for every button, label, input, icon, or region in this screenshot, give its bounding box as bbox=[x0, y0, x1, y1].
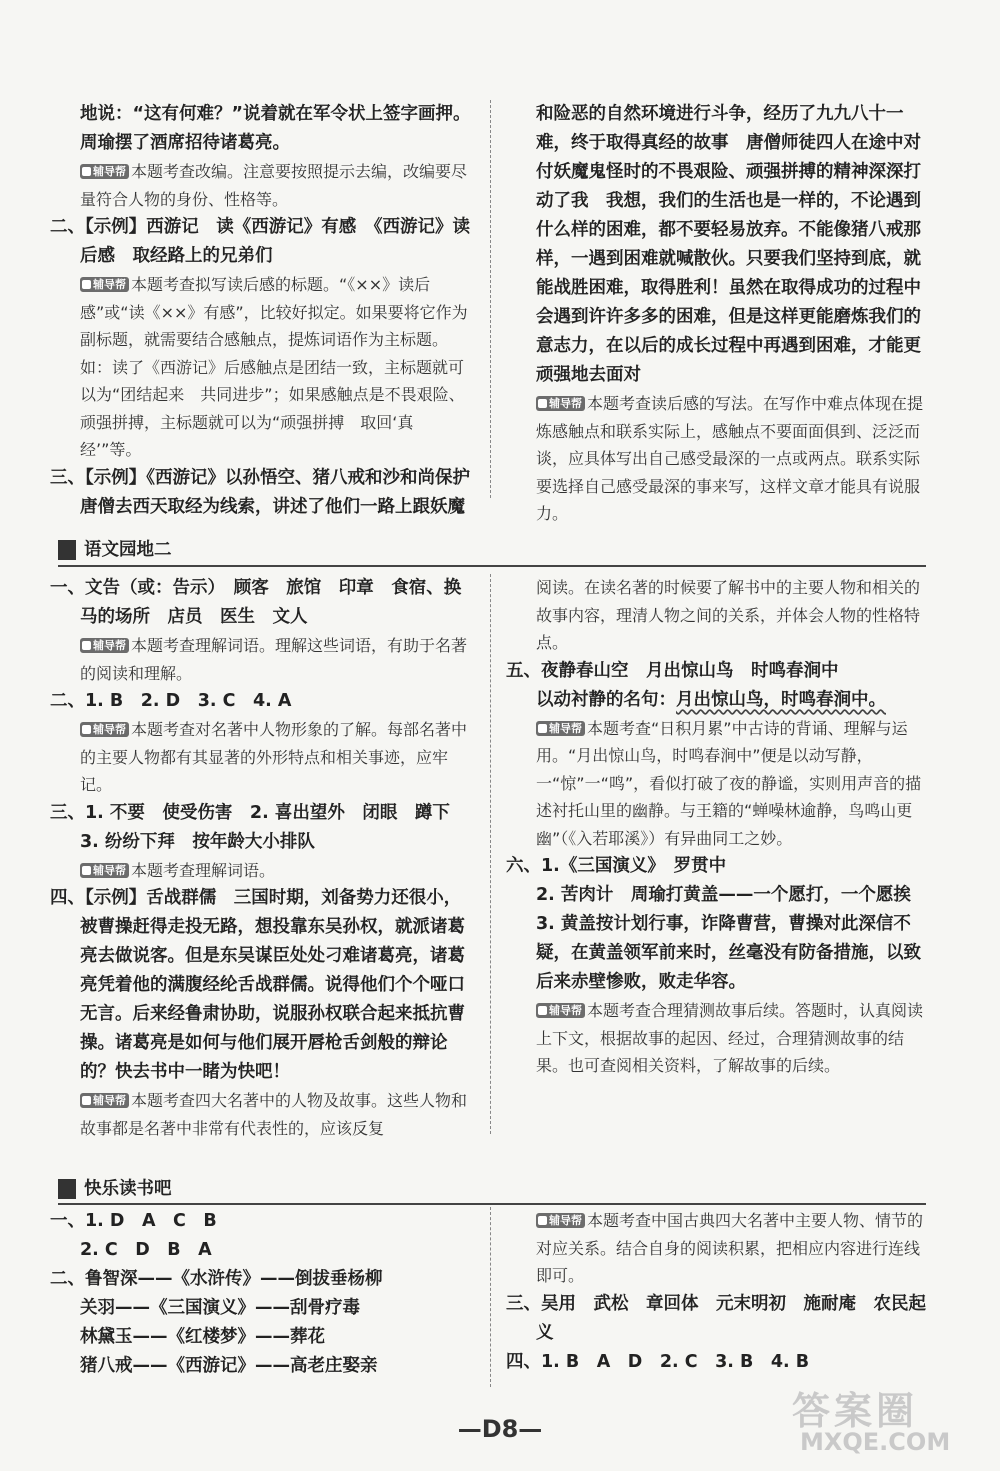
s3-column-divider bbox=[490, 1207, 491, 1387]
s1-tip-2: 辅导帮 本题考查拟写读后感的标题。“《××》读后感”或“读《××》有感”，比较好拟定。如果要将它作为副标题，就需要结合感触点，提炼词语作为主标题。如：读了《西游记》后感触点是团结一致，主标题就可以为“团结起来 共同进步”；如果感触点是不畏艰险、顽强拼搏，主标题就可以为“顽强拼搏 取回‘真经’”等。 bbox=[80, 275, 468, 459]
s3-question-3: 三、吴用 武松 章回体 元末明初 施耐庵 农民起义 bbox=[506, 1293, 926, 1343]
s2-question-3a: 三、1. 不要 使受伤害 2. 喜出望外 闭眼 蹲下 bbox=[50, 802, 450, 823]
s1-left-column bbox=[50, 100, 474, 522]
helper-icon bbox=[82, 866, 91, 875]
s2-tip-5: 辅导帮 本题考查“日积月累”中古诗的背诵、理解与运用。“月出惊山鸟，时鸣春涧中”便是以动写静，一“惊”一“鸣”，看似打破了夜的静谧，实则用声音的描述衬托山里的幽静。与王籍的“蝉噪林逾静，鸟鸣山更幽”（《入若耶溪》）有异曲同工之妙。 bbox=[536, 718, 922, 848]
section-title: 语文园地二 bbox=[84, 540, 172, 560]
s2-question-5a: 五、夜静春山空 月出惊山鸟 时鸣春涧中 bbox=[506, 660, 839, 681]
watermark-logo: 答案圈 bbox=[792, 1389, 919, 1433]
wavy-underlined-quote: 月出惊山鸟，时鸣春涧中。 bbox=[676, 689, 886, 710]
s1-column-divider bbox=[490, 100, 491, 498]
watermark-url: MXQE.COM bbox=[800, 1428, 951, 1456]
section-header-yuwenyuandi bbox=[58, 538, 358, 564]
s2-tip-1: 辅导帮 本题考查理解词语。理解这些词语，有助于名著的阅读和理解。 bbox=[80, 636, 468, 683]
s3-question-2c: 林黛玉——《红楼梦》——葬花 bbox=[80, 1327, 325, 1347]
s2-tip-3: 辅导帮 本题考查理解词语。 bbox=[50, 857, 474, 885]
s2-question-6b: 2. 苦肉计 周瑜打黄盖——一个愿打，一个愿挨 bbox=[536, 885, 911, 905]
s3-question-1a: 一、1. D A C B bbox=[50, 1211, 217, 1231]
page-number: —D8— bbox=[457, 1415, 543, 1443]
section-title: 快乐读书吧 bbox=[84, 1179, 172, 1199]
s1-question-2: 二、【示例】西游记 读《西游记》有感 《西游记》读后感 取经路上的兄弟们 bbox=[50, 217, 470, 266]
helper-badge: 辅导帮 bbox=[80, 722, 129, 737]
helper-icon bbox=[538, 724, 547, 733]
section-marker bbox=[58, 540, 76, 560]
helper-icon bbox=[82, 725, 91, 734]
s3-right-column bbox=[506, 1207, 930, 1377]
s2-left-column bbox=[50, 574, 474, 1142]
s2-question-6a: 六、1.《三国演义》 罗贯中 bbox=[506, 856, 727, 876]
s1-line-1: 地说：“这有何难？”说着就在军令状上签字画押。 bbox=[80, 104, 471, 124]
s3-question-1b: 2. C D B A bbox=[80, 1240, 212, 1260]
s2-tip-4: 辅导帮 本题考查四大名著中的人物及故事。这些人物和故事都是名著中非常有代表性的，应该反复 bbox=[80, 1091, 468, 1138]
section-rule bbox=[58, 565, 926, 567]
s3-question-2a: 二、鲁智深——《水浒传》——倒拔垂杨柳 bbox=[50, 1269, 383, 1289]
helper-badge: 辅导帮 bbox=[80, 638, 129, 653]
s3-question-4: 四、1. B A D 2. C 3. B 4. B bbox=[506, 1351, 810, 1372]
s2-tip-6: 辅导帮 本题考查合理猜测故事后续。答题时，认真阅读上下文，根据故事的起因、经过，合理猜测故事的结果。也可查阅相关资料，了解故事的后续。 bbox=[536, 1001, 924, 1075]
s1-line-2: 周瑜摆了酒席招待诸葛亮。 bbox=[80, 133, 290, 153]
s2-question-5b: 以动衬静的名句：月出惊山鸟，时鸣春涧中。 bbox=[536, 689, 886, 710]
s1-question-3: 三、【示例】《西游记》以孙悟空、猪八戒和沙和尚保护唐僧去西天取经为线索，讲述了他们一路上跟妖魔 bbox=[50, 467, 470, 517]
helper-badge: 辅导帮 bbox=[80, 1093, 129, 1108]
s1-tip-3: 辅导帮 本题考查读后感的写法。在写作中难点体现在提炼感触点和联系实际上，感触点不要面面俱到、泛泛而谈，应具体写出自己感受最深的一点或两点。联系实际要选择自己感受最深的事来写，这样文章才能具有说服力。 bbox=[536, 394, 924, 523]
s2-right-column bbox=[506, 574, 930, 1080]
s1-answer-continued: 和险恶的自然环境进行斗争，经历了九九八十一难，终于取得真经的故事 唐僧师徒四人在途中对付妖魔鬼怪时的不畏艰险、顽强拼搏的精神深深打动了我 我想，我们的生活也是一样的，不论遇到什么样的困难，都不要轻易放弃。不能像猪八戒那样，一遇到困难就喊散伙。只要我们坚持到底，就能战胜困难，取得胜利！虽然在取得成功的过程中会遇到许许多多的困难，但是这样更能磨炼我们的意志力，在以后的成长过程中再遇到困难，才能更顽强地去面对 bbox=[536, 104, 921, 385]
helper-badge: 辅导帮 bbox=[80, 863, 129, 878]
helper-icon bbox=[82, 641, 91, 650]
helper-badge: 辅导帮 bbox=[80, 277, 129, 292]
s1-tip-1: 辅导帮 本题考查改编。注意要按照提示去编，改编要尽量符合人物的身份、性格等。 bbox=[80, 162, 468, 209]
helper-badge: 辅导帮 bbox=[536, 1213, 585, 1228]
section-rule bbox=[58, 1203, 926, 1205]
helper-badge: 辅导帮 bbox=[536, 1003, 585, 1018]
s3-question-2b: 关羽——《三国演义》——刮骨疗毒 bbox=[80, 1298, 360, 1318]
s3-question-2d: 猪八戒——《西游记》——高老庄娶亲 bbox=[80, 1356, 378, 1376]
helper-badge: 辅导帮 bbox=[536, 396, 585, 411]
helper-icon bbox=[82, 1096, 91, 1105]
helper-icon bbox=[82, 280, 91, 289]
s2-question-3b: 3. 纷纷下拜 按年龄大小排队 bbox=[80, 831, 315, 852]
section-marker bbox=[58, 1179, 76, 1199]
s1-right-column bbox=[506, 100, 930, 528]
s2-column-divider bbox=[490, 574, 491, 1134]
s2-question-2: 二、1. B 2. D 3. C 4. A bbox=[50, 691, 292, 711]
s2-tip-2: 辅导帮 本题考查对名著中人物形象的了解。每部名著中的主要人物都有其显著的外形特点和相关事迹，应牢记。 bbox=[80, 720, 468, 794]
s2-question-6c: 3. 黄盖按计划行事，诈降曹营，曹操对此深信不疑，在黄盖领军前来时，丝毫没有防备措施，以致后来赤壁惨败，败走华容。 bbox=[536, 914, 921, 992]
helper-icon bbox=[538, 399, 547, 408]
helper-icon bbox=[82, 167, 91, 176]
helper-icon bbox=[538, 1216, 547, 1225]
s3-left-column bbox=[50, 1207, 474, 1381]
s2-question-1: 一、文告（或：告示） 顾客 旅馆 印章 食宿、换马的场所 店员 医生 文人 bbox=[50, 578, 462, 627]
helper-badge: 辅导帮 bbox=[80, 164, 129, 179]
s3-tip-1: 辅导帮 本题考查中国古典四大名著中主要人物、情节的对应关系。结合自身的阅读积累，把相应内容进行连线即可。 bbox=[536, 1211, 924, 1285]
s2-tip-4-continued: 阅读。在读名著的时候要了解书中的主要人物和相关的故事内容，理清人物之间的关系，并体会人物的性格特点。 bbox=[536, 578, 921, 652]
s2-question-4: 四、【示例】舌战群儒 三国时期，刘备势力还很小，被曹操赶得走投无路，想投靠东吴孙权，就派诸葛亮去做说客。但是东吴谋臣处处刁难诸葛亮，诸葛亮凭着他的满腹经纶舌战群儒。说得他们个个哑口无言。后来经鲁肃协助，说服孙权联合起来抵抗曹操。诸葛亮是如何与他们展开唇枪舌剑般的辩论的？快去书中一睹为快吧！ bbox=[50, 888, 465, 1082]
helper-badge: 辅导帮 bbox=[536, 721, 585, 736]
helper-icon bbox=[538, 1006, 547, 1015]
section-header-kuailedushuba bbox=[58, 1177, 358, 1203]
